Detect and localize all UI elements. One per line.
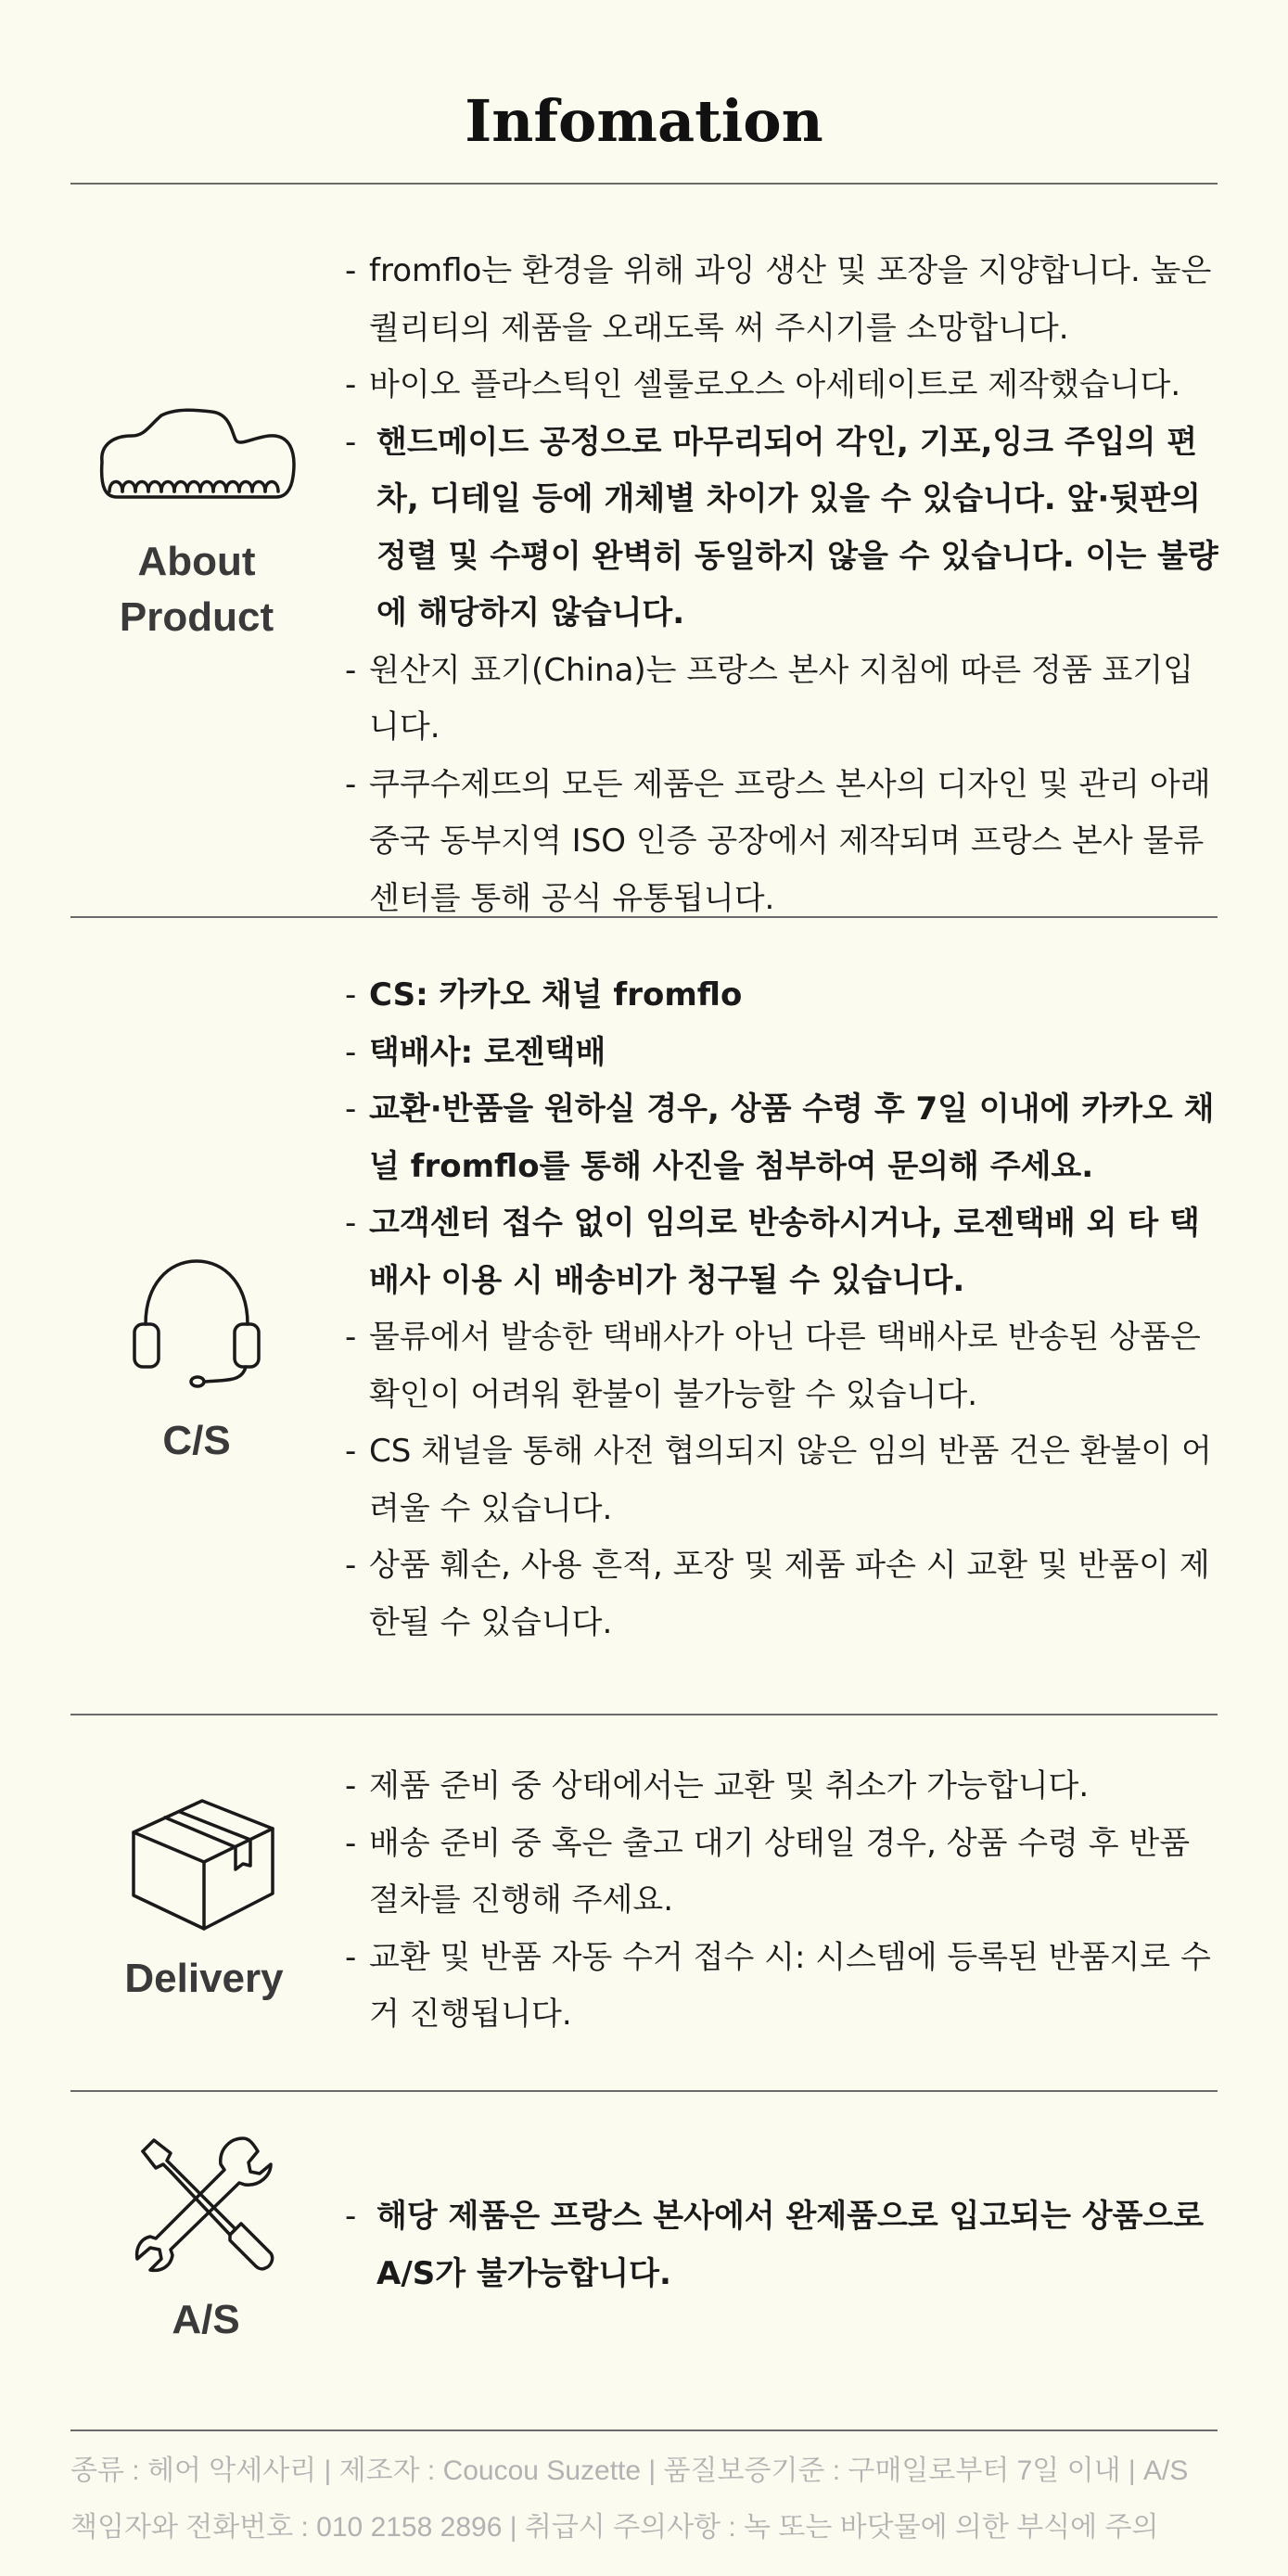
- cs-label: C/S: [162, 1418, 231, 1463]
- delivery-label: Delivery: [124, 1956, 284, 2001]
- footer-line2: 책임자와 전화번호 : 010 2158 2896 | 취급시 주의사항 : 녹 또는 바닷물에 의한 부식에 주의: [70, 2512, 1159, 2543]
- list-item: - 원산지 표기(China)는 프랑스 본사 지침에 따른 정품 표기입니다.: [345, 651, 1194, 746]
- list-item: - 상품 훼손, 사용 흔적, 포장 및 제품 파손 시 교환 및 반품이 제한될 수 있습니다.: [345, 1547, 1210, 1641]
- section-divider: [70, 1714, 1218, 1715]
- section-divider: [70, 2429, 1218, 2431]
- package-box-icon: [126, 1795, 280, 1932]
- list-item: - 배송 준비 중 혹은 출고 대기 상태일 경우, 상품 수령 후 반품 절차를 진행해 주세요.: [345, 1824, 1191, 1919]
- list-item: - 택배사: 로젠택배: [345, 1033, 606, 1071]
- list-item: - fromflo는 환경을 위해 과잉 생산 및 포장을 지양합니다. 높은 퀄리티의 제품을 오래도록 써 주시기를 소망합니다.: [345, 252, 1212, 347]
- footer-line1: 종류 : 헤어 악세사리 | 제조자 : Coucou Suzette | 품질보증기준 : 구매일로부터 7일 이내 | A/S: [70, 2455, 1189, 2486]
- list-item: - 교환·반품을 원하실 경우, 상품 수령 후 7일 이내에 카카오 채널 fromflo를 통해 사진을 첨부하여 문의해 주세요.: [345, 1090, 1215, 1185]
- cs-bullet-list: [345, 967, 1221, 1651]
- as-bullet-list: [345, 2188, 1221, 2302]
- about-product-label: [85, 534, 308, 645]
- list-item: - CS 채널을 통해 사전 협의되지 않은 임의 반품 건은 환불이 어려울 수 있습니다.: [345, 1433, 1212, 1527]
- list-item: - 물류에서 발송한 택배사가 아닌 다른 택배사로 반송된 상품은 확인이 어려워 환불이 불가능할 수 있습니다.: [345, 1319, 1201, 1413]
- headset-icon: [127, 1254, 266, 1393]
- about-bullet-list: [345, 243, 1221, 927]
- product-info-footer: [70, 2442, 1225, 2556]
- hair-claw-clip-icon: [95, 404, 299, 516]
- delivery-bullet-list: [345, 1758, 1221, 2044]
- as-label: A/S: [172, 2297, 240, 2342]
- list-item: - 바이오 플라스틱인 셀룰로오스 아세테이트로 제작했습니다.: [345, 366, 1181, 403]
- list-item: - 고객센터 접수 없이 임의로 반송하시거나, 로젠택배 외 타 택배사 이용 시 배송비가 청구될 수 있습니다.: [345, 1205, 1200, 1299]
- section-divider: [70, 916, 1218, 918]
- list-item: - 제품 준비 중 상태에서는 교환 및 취소가 가능합니다.: [345, 1767, 1090, 1804]
- section-divider: [70, 183, 1218, 185]
- about-label-line1: About: [137, 539, 256, 584]
- about-label-line2: Product: [119, 594, 274, 640]
- wrench-screwdriver-icon: [134, 2131, 278, 2277]
- list-item: - 교환 및 반품 자동 수거 접수 시: 시스템에 등록된 반품지로 수거 진행됩니다.: [345, 1938, 1211, 2033]
- list-item: - 핸드메이드 공정으로 마무리되어 각인, 기포,잉크 주입의 편차, 디테일 등에 개체별 차이가 있을 수 있습니다. 앞·뒷판의 정렬 및 수평이 완벽히 동일하지 않을 수 있습니다. 이는 불량에 해당하지 않습니다.: [345, 423, 1218, 631]
- list-item: - CS: 카카오 채널 fromflo: [345, 976, 743, 1014]
- list-item: - 쿠쿠수제뜨의 모든 제품은 프랑스 본사의 디자인 및 관리 아래 중국 동부지역 ISO 인증 공장에서 제작되며 프랑스 본사 물류 센터를 통해 공식 유통됩니다.: [345, 765, 1211, 917]
- list-item: - 해당 제품은 프랑스 본사에서 완제품으로 입고되는 상품으로 A/S가 불가능합니다.: [345, 2198, 1205, 2292]
- page-title: Infomation: [465, 86, 823, 155]
- section-divider: [70, 2090, 1218, 2092]
